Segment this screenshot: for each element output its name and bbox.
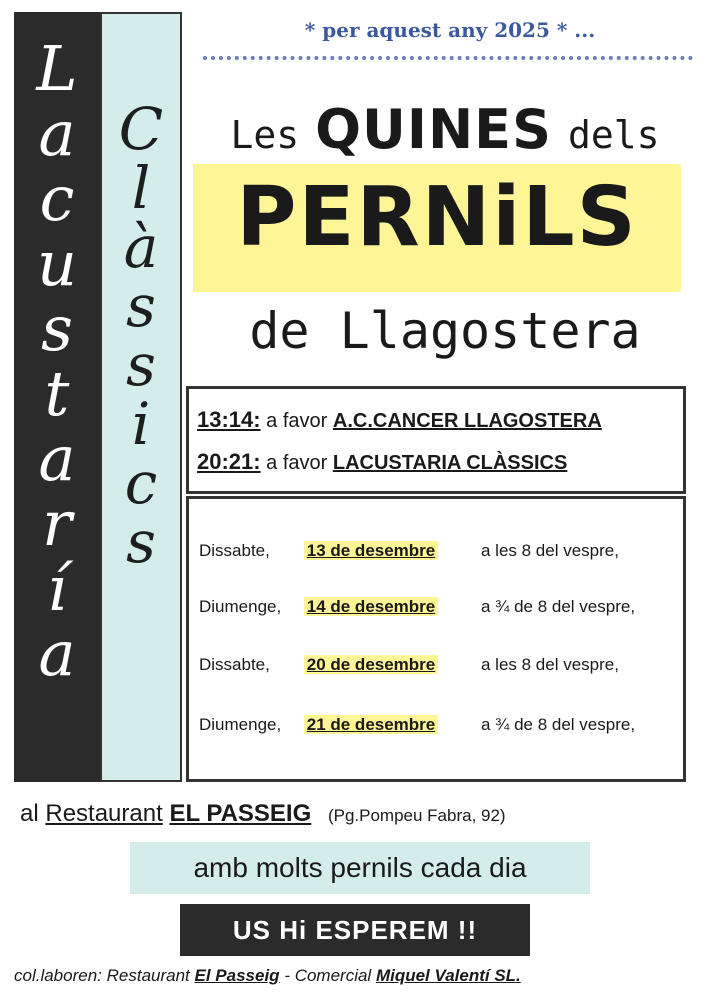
favour-beneficiary: LACUSTARIA CLÀSSICS <box>332 452 568 474</box>
favour-beneficiary: A.C.CANCER LLAGOSTERA <box>332 410 602 432</box>
title-town: de Llagostera <box>249 302 641 360</box>
date-time: a les 8 del vespre, <box>481 541 619 560</box>
date-row <box>199 655 679 675</box>
date-time: a ¾ de 8 del vespre, <box>481 715 636 734</box>
favour-years: 20:21: <box>197 449 261 474</box>
letter: c <box>39 162 75 235</box>
vertical-word-classics <box>100 95 182 576</box>
letter: r <box>42 487 72 560</box>
letter: c <box>124 449 158 517</box>
favour-text: a favor <box>266 410 328 432</box>
date-date: 14 de desembre <box>304 597 439 616</box>
letter: l <box>131 154 151 222</box>
date-row <box>199 715 679 735</box>
date-time: a ¾ de 8 del vespre, <box>481 597 636 616</box>
letter: à <box>123 213 159 281</box>
letter: i <box>131 390 151 458</box>
collab-prefix: col.laboren: Restaurant <box>14 966 190 985</box>
title-pernils: PERNiLS <box>236 170 638 265</box>
letter: t <box>44 357 70 430</box>
venue-line <box>20 800 700 828</box>
slogan: amb molts pernils cada dia <box>130 842 590 894</box>
venue-name: EL PASSEIG <box>169 800 312 827</box>
letter: L <box>36 32 78 105</box>
favour-years: 13:14: <box>197 407 261 432</box>
date-day: Diumenge, <box>199 597 282 616</box>
date-date: 21 de desembre <box>304 715 439 734</box>
date-row <box>199 541 679 561</box>
collab-mid: - Comercial <box>284 966 372 985</box>
welcome-banner: US Hi ESPEREM !! <box>180 904 530 956</box>
date-date: 20 de desembre <box>304 655 439 674</box>
collab-sponsor: Miquel Valentí SL. <box>375 966 521 985</box>
venue-prefix: al <box>20 800 39 827</box>
venue-address: (Pg.Pompeu Fabra, 92) <box>327 806 506 825</box>
date-day: Dissabte, <box>199 541 270 560</box>
date-day: Diumenge, <box>199 715 282 734</box>
letter: a <box>38 97 76 170</box>
title-quines: QUINES <box>315 98 552 161</box>
letter: C <box>118 95 164 163</box>
collaborators <box>14 966 714 986</box>
favour-text: a favor <box>266 452 328 474</box>
title-dels: dels <box>567 113 660 157</box>
vertical-word-lacustaria <box>14 32 100 690</box>
favour-box <box>186 386 686 494</box>
date-time: a les 8 del vespre, <box>481 655 619 674</box>
venue-restaurant: Restaurant <box>45 800 163 827</box>
dates-box <box>186 496 686 782</box>
date-date: 13 de desembre <box>304 541 439 560</box>
letter: u <box>37 227 77 300</box>
date-day: Dissabte, <box>199 655 270 674</box>
title-les: Les <box>230 113 300 157</box>
tagline: * per aquest any 2025 * ... <box>304 18 596 42</box>
favour-line <box>197 449 681 475</box>
dotted-divider <box>203 56 693 60</box>
letter: a <box>38 422 76 495</box>
letter: s <box>126 272 156 340</box>
letter: s <box>126 508 156 576</box>
favour-line <box>197 407 681 433</box>
date-row <box>199 597 679 617</box>
letter: s <box>126 331 156 399</box>
collab-sponsor: El Passeig <box>194 966 280 985</box>
letter: s <box>41 292 73 365</box>
letter: a <box>38 617 76 690</box>
letter: í <box>47 552 67 625</box>
title-row <box>195 98 695 161</box>
